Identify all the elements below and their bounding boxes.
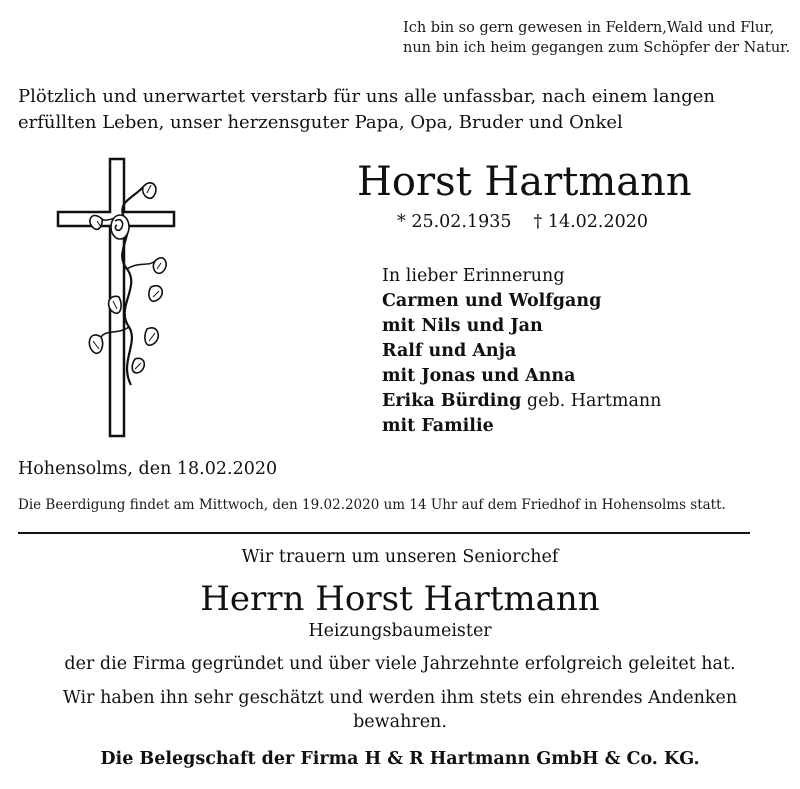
mourner-line: mit Nils und Jan — [382, 316, 543, 336]
intro-line-1: Plötzlich und unerwartet verstarb für uns alle unfassbar, nach einem langen — [18, 86, 715, 107]
company-text-2-line-2: bewahren. — [353, 712, 447, 732]
intro-line-2: erfüllten Leben, unser herzensguter Papa, Opa, Bruder und Onkel — [18, 112, 623, 133]
mourner-erika-suffix: geb. Hartmann — [521, 391, 662, 411]
mourners-intro: In lieber Erinnerung — [382, 266, 565, 286]
intro-text — [18, 84, 788, 136]
funeral-note: Die Beerdigung findet am Mittwoch, den 19.02.2020 um 14 Uhr auf dem Friedhof in Hohensolms statt. — [18, 497, 726, 513]
company-text-2-line-1: Wir haben ihn sehr geschätzt und werden ihm stets ein ehrendes Andenken — [62, 688, 738, 708]
cross-with-rose-icon — [55, 157, 180, 439]
company-heading: Wir trauern um unseren Seniorchef — [241, 547, 559, 567]
company-text-1: der die Firma gegründet und über viele Jahrzehnte erfolgreich geleitet hat. — [64, 654, 736, 674]
mourner-line-erika — [382, 389, 782, 414]
mourner-line: Carmen und Wolfgang — [382, 291, 602, 311]
mourner-family: mit Familie — [382, 416, 494, 436]
poem-line-1: Ich bin so gern gewesen in Feldern,Wald und Flur, — [403, 20, 775, 36]
mourner-erika-name: Erika Bürding — [382, 391, 522, 411]
mourners-list — [382, 264, 782, 439]
company-signature: Die Belegschaft der Firma H & R Hartmann GmbH & Co. KG. — [100, 749, 700, 769]
place-and-date: Hohensolms, den 18.02.2020 — [18, 459, 278, 479]
company-deceased-title: Heizungsbaumeister — [308, 621, 492, 641]
life-dates — [397, 211, 777, 233]
divider-line — [18, 532, 750, 534]
death-date: † 14.02.2020 — [533, 212, 649, 232]
birth-date: * 25.02.1935 — [397, 212, 512, 232]
mourner-line: Ralf und Anja — [382, 341, 517, 361]
poem-line-2: nun bin ich heim gegangen zum Schöpfer der Natur. — [403, 40, 791, 56]
poem-quote — [403, 18, 793, 58]
mourner-line: mit Jonas und Anna — [382, 366, 576, 386]
deceased-name: Horst Hartmann — [357, 159, 692, 205]
company-deceased-name: Herrn Horst Hartmann — [200, 579, 600, 619]
